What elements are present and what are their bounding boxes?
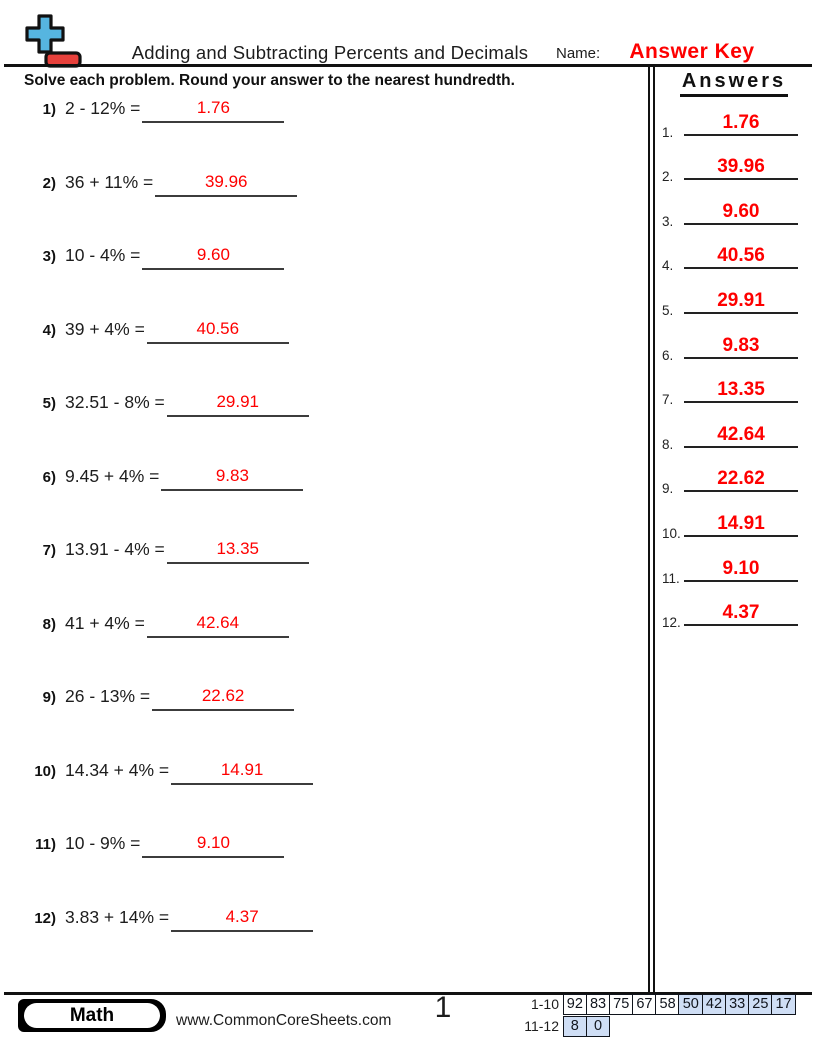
answer-blank-line bbox=[171, 760, 313, 785]
answer-value: 40.56 bbox=[717, 245, 765, 267]
answer-value: 1.76 bbox=[722, 111, 760, 133]
problem-answer-value: 9.60 bbox=[196, 245, 230, 264]
answer-number: 6. bbox=[662, 347, 674, 363]
problem-answer-value: 14.91 bbox=[220, 759, 264, 779]
answer-number: 1. bbox=[662, 124, 674, 140]
grading-score-cell: 33 bbox=[725, 994, 750, 1015]
answer-value: 14.91 bbox=[717, 512, 765, 534]
subject-badge-label: Math bbox=[24, 1003, 160, 1028]
answer-underline bbox=[684, 201, 798, 225]
answer-row bbox=[656, 545, 812, 590]
answer-underline bbox=[684, 112, 798, 136]
answer-number: 12. bbox=[662, 615, 681, 631]
answer-value: 22.62 bbox=[717, 468, 765, 490]
problem-number: 7) bbox=[42, 542, 56, 559]
problem-answer-value: 9.10 bbox=[196, 833, 230, 852]
answer-blank-line bbox=[147, 613, 289, 638]
problem-row bbox=[26, 392, 606, 466]
problem-row bbox=[26, 833, 606, 907]
problem-number: 4) bbox=[42, 321, 56, 339]
answer-number: 3. bbox=[662, 213, 674, 229]
problem-expression: 3.83 + 14% = bbox=[65, 906, 170, 927]
answer-underline bbox=[684, 290, 798, 314]
answer-value: 42.64 bbox=[717, 423, 765, 445]
problem-expression: 10 - 9% = bbox=[65, 833, 141, 853]
answer-underline bbox=[684, 424, 798, 448]
grading-score-cell: 0 bbox=[586, 1016, 611, 1037]
answer-row bbox=[656, 367, 812, 412]
grading-score-cell: 17 bbox=[771, 994, 796, 1015]
problem-row bbox=[26, 172, 606, 246]
grading-score-cell: 25 bbox=[748, 994, 773, 1015]
problem-expression: 10 - 4% = bbox=[65, 245, 141, 265]
answer-underline bbox=[684, 335, 798, 359]
problem-expression: 14.34 + 4% = bbox=[65, 759, 170, 780]
problem-answer-value: 29.91 bbox=[216, 392, 259, 411]
answer-blank-line bbox=[167, 539, 309, 564]
answer-blank-line bbox=[142, 98, 284, 123]
answers-panel-header bbox=[656, 70, 812, 97]
answer-value: 13.35 bbox=[717, 379, 765, 401]
answer-blank-line bbox=[147, 319, 289, 344]
answer-row bbox=[656, 456, 812, 501]
header-divider bbox=[4, 64, 812, 67]
answer-blank-line bbox=[171, 907, 313, 932]
problem-row bbox=[26, 319, 606, 393]
answer-value: 39.96 bbox=[717, 156, 765, 178]
name-label: Name: bbox=[556, 45, 601, 62]
answer-blank-line bbox=[142, 833, 284, 858]
answer-blank-line bbox=[167, 392, 309, 417]
problem-row bbox=[26, 613, 606, 687]
problem-row bbox=[26, 760, 606, 834]
problem-row bbox=[26, 98, 606, 172]
answer-underline bbox=[684, 602, 798, 626]
answer-value: 9.10 bbox=[722, 557, 760, 579]
answer-blank-line bbox=[161, 466, 303, 491]
grading-score-cell: 50 bbox=[678, 994, 703, 1015]
grading-score-cell: 67 bbox=[632, 994, 657, 1015]
answer-row bbox=[656, 233, 812, 278]
problem-expression: 36 + 11% = bbox=[65, 171, 154, 192]
answer-underline bbox=[684, 468, 798, 492]
plus-icon bbox=[27, 16, 63, 52]
answer-row bbox=[656, 500, 812, 545]
problem-number: 1) bbox=[42, 101, 56, 118]
grading-range-label: 1-10 bbox=[530, 996, 559, 1012]
answer-number: 4. bbox=[662, 258, 674, 274]
problem-expression: 41 + 4% = bbox=[65, 612, 145, 633]
page-number: 1 bbox=[434, 991, 452, 1024]
answer-underline bbox=[684, 513, 798, 537]
answer-blank-line bbox=[142, 245, 284, 270]
answers-panel-title: Answers bbox=[680, 70, 788, 97]
problem-expression: 13.91 - 4% = bbox=[65, 539, 165, 559]
problem-number: 6) bbox=[42, 468, 56, 486]
problem-row bbox=[26, 466, 606, 540]
plus-minus-logo-icon bbox=[22, 13, 82, 69]
grading-score-cell: 42 bbox=[702, 994, 727, 1015]
instruction-text: Solve each problem. Round your answer to the nearest hundredth. bbox=[24, 72, 515, 89]
answer-number: 7. bbox=[662, 392, 674, 408]
answer-row bbox=[656, 99, 812, 144]
problem-expression: 9.45 + 4% = bbox=[65, 465, 160, 486]
grading-score-cell: 58 bbox=[655, 994, 680, 1015]
answer-row bbox=[656, 322, 812, 367]
answer-value: 4.37 bbox=[722, 602, 760, 624]
answer-blank-line bbox=[152, 686, 294, 711]
grading-table-row bbox=[520, 994, 796, 1015]
answer-number: 10. bbox=[662, 525, 681, 541]
problem-number: 10) bbox=[34, 762, 56, 780]
grading-table bbox=[520, 994, 796, 1038]
problem-answer-value: 22.62 bbox=[201, 686, 245, 705]
problem-number: 8) bbox=[42, 615, 56, 633]
problem-row bbox=[26, 686, 606, 760]
answer-row bbox=[656, 590, 812, 635]
subject-badge bbox=[18, 999, 166, 1032]
answer-number: 5. bbox=[662, 302, 674, 318]
problem-answer-value: 13.35 bbox=[216, 539, 259, 558]
answer-row bbox=[656, 277, 812, 322]
answer-number: 8. bbox=[662, 436, 674, 452]
problem-expression: 32.51 - 8% = bbox=[65, 392, 165, 412]
problems-list bbox=[26, 98, 606, 980]
answer-row bbox=[656, 411, 812, 456]
answer-number: 2. bbox=[662, 169, 674, 185]
problem-row bbox=[26, 907, 606, 981]
grading-range-label: 11-12 bbox=[524, 1018, 559, 1034]
answer-blank-line bbox=[155, 172, 297, 197]
problem-expression: 26 - 13% = bbox=[65, 686, 151, 706]
grading-score-cell: 92 bbox=[563, 994, 588, 1015]
answers-column-divider bbox=[648, 67, 655, 992]
answer-row bbox=[656, 188, 812, 233]
problem-answer-value: 42.64 bbox=[196, 612, 240, 632]
answers-list bbox=[656, 99, 812, 634]
answer-row bbox=[656, 144, 812, 189]
problem-number: 12) bbox=[34, 909, 56, 927]
problem-row bbox=[26, 245, 606, 319]
problem-answer-value: 9.83 bbox=[215, 465, 249, 485]
grading-score-cell: 75 bbox=[609, 994, 634, 1015]
grading-score-cell: 8 bbox=[563, 1016, 588, 1037]
problem-number: 5) bbox=[42, 395, 56, 412]
answer-underline bbox=[684, 558, 798, 582]
answer-value: 29.91 bbox=[717, 289, 765, 311]
answer-number: 9. bbox=[662, 481, 674, 497]
grading-table-row bbox=[520, 1016, 796, 1037]
problem-number: 2) bbox=[42, 174, 56, 192]
answer-underline bbox=[684, 379, 798, 403]
worksheet-title: Adding and Subtracting Percents and Decimals bbox=[131, 42, 529, 63]
grading-score-cell: 83 bbox=[586, 994, 611, 1015]
answer-key-text: Answer Key bbox=[629, 40, 755, 63]
answer-number: 11. bbox=[662, 570, 680, 586]
answer-underline bbox=[684, 156, 798, 180]
problem-answer-value: 1.76 bbox=[196, 98, 230, 117]
problem-number: 3) bbox=[42, 248, 56, 265]
problem-answer-value: 4.37 bbox=[225, 906, 259, 926]
problem-number: 11) bbox=[35, 836, 56, 853]
problem-answer-value: 39.96 bbox=[204, 171, 248, 191]
answer-value: 9.83 bbox=[722, 334, 760, 356]
website-url: www.CommonCoreSheets.com bbox=[176, 1012, 392, 1029]
problem-row bbox=[26, 539, 606, 613]
problem-expression: 2 - 12% = bbox=[65, 98, 141, 118]
problem-expression: 39 + 4% = bbox=[65, 318, 145, 339]
answer-value: 9.60 bbox=[722, 200, 760, 222]
problem-number: 9) bbox=[42, 689, 56, 706]
problem-answer-value: 40.56 bbox=[196, 318, 240, 338]
answer-underline bbox=[684, 245, 798, 269]
